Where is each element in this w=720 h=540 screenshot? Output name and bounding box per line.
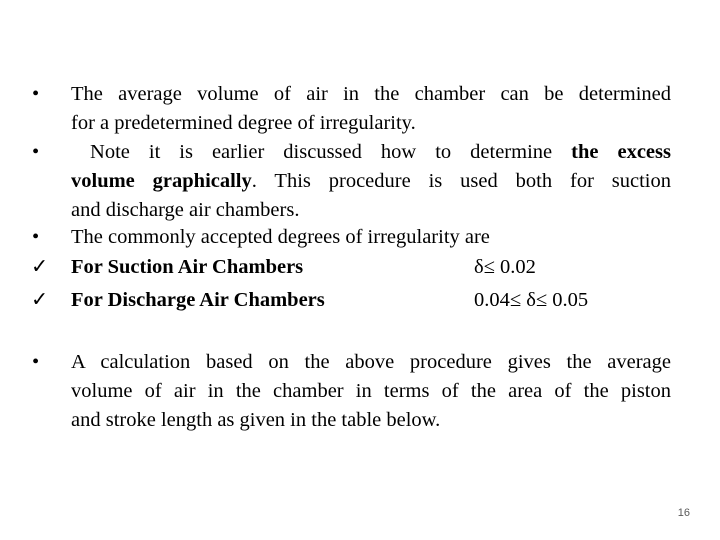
bullet-line: and discharge air chambers. [71, 199, 300, 221]
bullet-marker: • [32, 351, 40, 373]
check-icon: ✓ [31, 289, 49, 311]
bullet-text-segment: Note it is earlier discussed how to determine [71, 141, 572, 163]
bullet-text-bold: the excess [571, 141, 671, 163]
check-item-condition: 0.04≤ δ≤ 0.05 [474, 289, 589, 311]
bullet-marker: • [32, 226, 40, 248]
bullet-line: volume of air in the chamber in terms of the area of the piston [71, 380, 671, 402]
bullet-text [71, 80, 671, 138]
bullet-line [71, 167, 671, 196]
bullet-text [71, 223, 671, 252]
bullet-line: for a predetermined degree of irregularity. [71, 112, 416, 134]
bullet-text-bold: volume graphically [71, 170, 252, 192]
bullet-line: The average volume of air in the chamber can be determined [71, 83, 671, 105]
bullet-text-segment: . This procedure is used both for suction [251, 170, 672, 192]
bullet-text [71, 138, 671, 225]
check-icon: ✓ [31, 256, 49, 278]
bullet-text [71, 348, 671, 435]
bullet-marker: • [32, 141, 40, 163]
bullet-marker: • [32, 83, 40, 105]
bullet-line: and stroke length as given in the table below. [71, 409, 441, 431]
bullet-line: The commonly accepted degrees of irregularity are [71, 226, 490, 248]
bullet-line: A calculation based on the above procedure gives the average [71, 351, 671, 373]
check-item-label: For Discharge Air Chambers [71, 289, 325, 311]
check-item-condition: δ≤ 0.02 [474, 256, 536, 278]
check-item-label: For Suction Air Chambers [71, 256, 304, 278]
bullet-line [71, 138, 671, 167]
page-number: 16 [677, 507, 690, 519]
